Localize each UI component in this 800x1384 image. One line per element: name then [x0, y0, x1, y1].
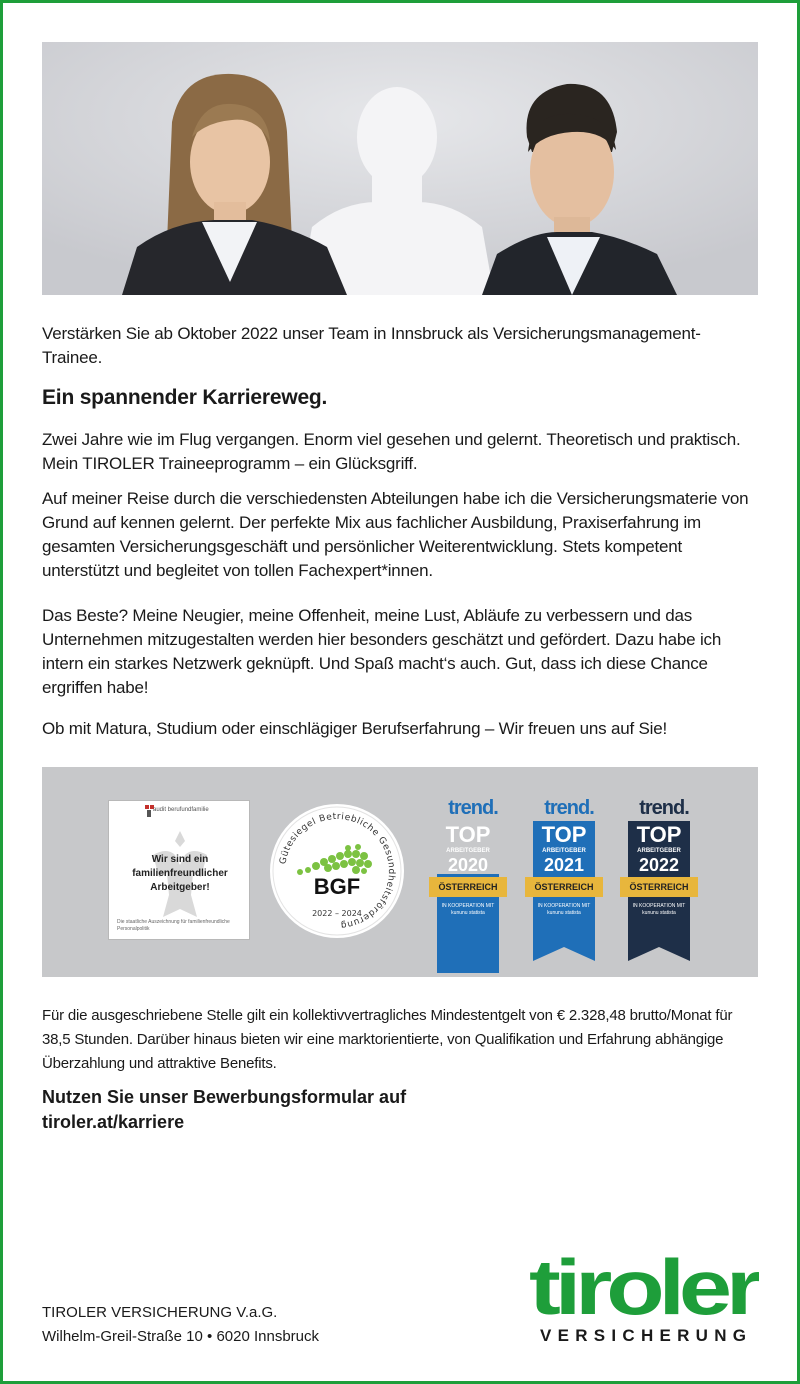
trend-badge-2022 — [624, 797, 704, 942]
cta-line-1: Nutzen Sie unser Bewerbungsformular auf — [42, 1087, 407, 1107]
trend-year: 2021 — [543, 855, 585, 875]
paragraph-1: Zwei Jahre wie im Flug vergangen. Enorm viel gesehen und gelernt. Theoretisch und praktisch. Mein TIROLER Traineeprogramm – ein Glücksgriff. — [42, 430, 741, 473]
trend-brand: trend. — [544, 797, 594, 819]
call-to-action — [42, 1085, 758, 1135]
trend-badge-2021 — [529, 797, 609, 942]
family-audit-badge — [108, 800, 250, 940]
section-heading: Ein spannender Karriereweg. — [42, 386, 328, 409]
trend-coop: IN KOOPERATION MIT kununu statista — [632, 903, 686, 916]
trend-brand: trend. — [448, 797, 498, 819]
company-address — [42, 1301, 319, 1349]
salary-text: Für die ausgeschriebene Stelle gilt ein kollektivvertragliches Mindestentgelt von € 2.328,48 brutto/Monat für 38,5 Stunden. Darüber hinaus bieten wir eine marktorientierte, von Qualifikation und Erfahrung abhängige Überzahlung und attraktive Benefits. — [42, 1007, 733, 1072]
bgf-years: 2022 – 2024 — [312, 909, 362, 918]
logo-wordmark: tiroler — [529, 1246, 759, 1331]
trend-country: ÖSTERREICH — [620, 877, 698, 897]
intro-text: Verstärken Sie ab Oktober 2022 unser Team in Innsbruck als Versicherungsmanagement-Trainee. — [42, 324, 701, 367]
family-badge-text: Wir sind ein familienfreundlicher Arbeitgeber! — [132, 854, 228, 893]
trend-badge-2020 — [433, 797, 513, 942]
award-badges — [42, 767, 758, 977]
audit-brand: audit berufundfamilie — [153, 807, 209, 813]
trend-country: ÖSTERREICH — [429, 877, 507, 897]
paragraph-3: Das Beste? Meine Neugier, meine Offenheit, meine Lust, Abläufe zu verbessern und das Unternehmen mitzugestalten werden hier besonders geschätzt und gefördert. Dazu habe ich intern ein starkes Netzwerk geknüpft. Und Spaß macht‘s auch. Gut, dass ich diese Chance ergriffen habe! — [42, 606, 722, 697]
trend-coop: IN KOOPERATION MIT kununu statista — [537, 903, 591, 916]
bgf-seal — [270, 804, 404, 938]
trend-top: TOP — [541, 822, 587, 847]
company-street: Wilhelm-Greil-Straße 10 • 6020 Innsbruck — [42, 1328, 320, 1345]
company-name: TIROLER VERSICHERUNG V.a.G. — [42, 1304, 278, 1321]
cta-link[interactable]: tiroler.at/karriere — [42, 1112, 185, 1132]
trend-brand: trend. — [639, 797, 689, 819]
paragraph-2: Auf meiner Reise durch die verschiedensten Abteilungen habe ich die Versicherungsmaterie von Grund auf kennen gelernt. Der perfekte Mix aus fachlicher Ausbildung, Praxiserfahrung im gesamten Versicherungsgeschäft und persönlicher Weiterentwicklung. Stets kompetent unterstützt und begleitet von tollen Fachexpert*innen. — [42, 489, 749, 580]
trend-coop: IN KOOPERATION MIT kununu statista — [441, 903, 495, 916]
logo-subtitle: VERSICHERUNG — [540, 1326, 746, 1345]
trend-year: 2020 — [447, 855, 489, 875]
trend-label: ARBEITGEBER — [446, 848, 490, 854]
bgf-logo: BGF — [313, 874, 361, 899]
trend-top: TOP — [445, 822, 491, 847]
paragraph-4: Ob mit Matura, Studium oder einschlägiger Berufserfahrung – Wir freuen uns auf Sie! — [42, 719, 667, 738]
trend-country: ÖSTERREICH — [525, 877, 603, 897]
trend-year: 2022 — [638, 855, 680, 875]
trend-label: ARBEITGEBER — [637, 848, 681, 854]
hero-photo — [42, 42, 758, 295]
bgf-ring-text: Gütesiegel Betriebliche Gesundheitsförderung — [278, 811, 397, 930]
trend-top: TOP — [636, 822, 682, 847]
trend-label: ARBEITGEBER — [542, 848, 586, 854]
family-badge-footnote: Die staatliche Auszeichnung für familienfreundliche Personalpolitik — [117, 919, 230, 932]
tiroler-logo — [527, 1246, 759, 1346]
